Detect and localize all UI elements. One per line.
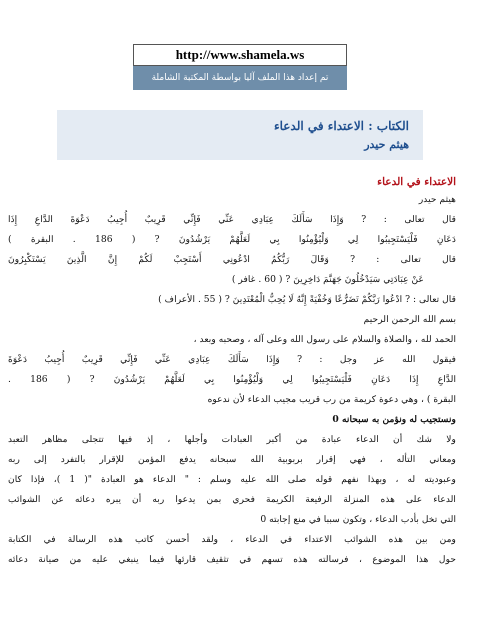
paragraph-line: ونستجيب له ونؤمن به سبحانه 0 (332, 414, 456, 425)
book-author: هيثم حيدر (364, 138, 409, 151)
author-line: هيثم حيدر (418, 194, 456, 205)
paragraph-line: الدَّاعِ إِذَا دَعَانِ فَلْيَسْتَجِيبُوا لِي وَلْيُؤْمِنُوا بِي لَعَلَّهُمْ يَرْشُدُونَ ? ( 186 . (8, 374, 457, 385)
document-body (8, 166, 464, 636)
verse-line: قال تعالى : ? ادْعُوا رَبَّكُمْ تَضَرُّعًا وَخُفْيَةً إِنَّهُ لَا يُحِبُّ الْمُعْتَدِينَ ? ( 55 . الأعراف ) (158, 294, 456, 305)
paragraph-line: حول هذا الموضوع ، فرسالته هذه تسهم في تثقيف قارئها فيما ينبغي عليه من صيانة دعائه (8, 554, 456, 565)
book-info-card (57, 110, 423, 160)
paragraph-line: وعبوديته له ، وبهذا نفهم قوله صلى الله عليه وسلم : " الدعاء هو العبادة "( 1 )، فإذا كان (8, 474, 456, 485)
chapter-title: الاعتداء في الدعاء (377, 176, 456, 188)
verse-line: عَنْ عِبَادَتِي سَيَدْخُلُونَ جَهَنَّمَ دَاخِرِينَ ? ( 60 . غافر ) (231, 274, 424, 285)
verse-line: دَعَانِ فَلْيَسْتَجِيبُوا لِي وَلْيُؤْمِنُوا بِي لَعَلَّهُمْ يَرْشُدُونَ ? ( 186 . البقرة ) (8, 234, 456, 245)
paragraph-line: فيقول الله عز وجل : ? وَإِذَا سَأَلَكَ عِبَادِي عَنِّي فَإِنِّي قَرِيبٌ أُجِيبُ دَعْوَةَ (8, 354, 456, 365)
basmala-line: بسم الله الرحمن الرحيم (363, 314, 456, 325)
book-title: الكتاب : الاعتداء في الدعاء (273, 119, 409, 133)
verse-line: قال تعالى : ? وَإِذَا سَأَلَكَ عِبَادِي عَنِّي فَإِنِّي قَرِيبٌ أُجِيبُ دَعْوَةَ الدَّاعِ إِذَا (8, 214, 456, 225)
paragraph-line: ومن بين هذه الشوائب الاعتداء في الدعاء ، ولقد أحسن كاتب هذه الرسالة في الكتابة (8, 534, 456, 545)
paragraph-line: الحمد لله ، والصلاة والسلام على رسول الله وعلى آله ، وصحبه وبعد ، (193, 334, 456, 345)
verse-line: قال تعالى : ? وَقَالَ رَبُّكُمُ ادْعُونِي أَسْتَجِبْ لَكُمْ إِنَّ الَّذِينَ يَسْتَكْبِرُونَ (8, 254, 456, 265)
paragraph-line: ولا شك أن الدعاء عبادة من أكبر العبادات وأجلها ، إذ فيها تتجلى مظاهر التعبد (8, 434, 456, 445)
paragraph-line: الدعاء على هذه المنزلة الرفيعة الكريمة فحري بمن يدعوا ربه أن يبره دعائه عن الشوائب (8, 494, 456, 505)
paragraph-line: ومعاني التأله ، فهي إقرار بربوبية الله سبحانه يدفع المؤمن للإقرار بالتفرد إلى ربه (8, 454, 456, 465)
site-url[interactable]: http://www.shamela.ws (133, 44, 347, 66)
paragraph-line: التي تخل بأدب الدعاء ، وتكون سببا في منع إجابته 0 (260, 514, 456, 525)
generated-banner: تم إعداد هذا الملف آليا بواسطة المكتبة الشاملة (133, 66, 347, 90)
paragraph-line: البقرة ) ، وهي دعوة كريمة من رب قريب مجيب الدعاء لأن ندعوه (207, 394, 456, 405)
